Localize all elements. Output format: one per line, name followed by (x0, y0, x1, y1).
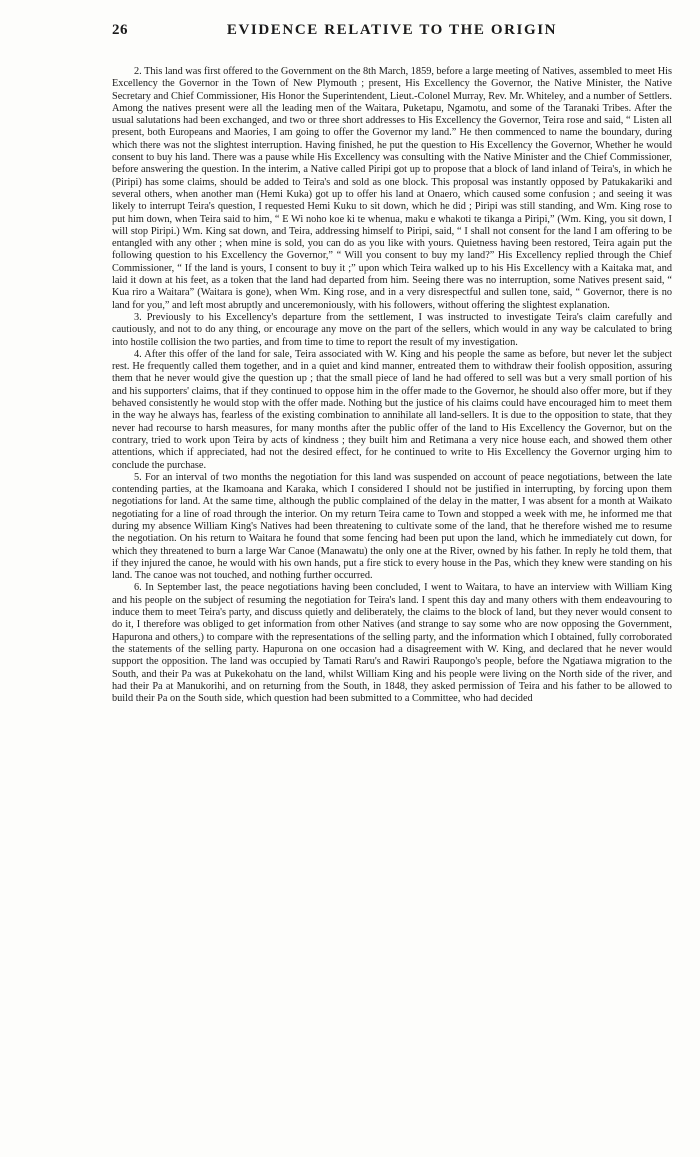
paragraph-2: 2. This land was first offered to the Government on the 8th March, 1859, before a large meeting of Natives, assembled to meet His Excellency the Governor in the Town of New Plymouth ; present, His Excellency the Governor, the Native Minister, the Native Secretary and Chief Commissioner, His Honor the Superintendent, Lieut.-Colonel Murray, Rev. Mr. Whiteley, and a number of Settlers. Among the natives present were all the leading men of the Waitara, Puketapu, Ngamotu, and some of the Taranaki Tribes. After the usual salutations had been exchanged, and two or three short addresses to His Excellency the Governor, Teira rose and said, “ Listen all present, both Europeans and Maories, I am going to offer the Governor my land.” He then commenced to name the boundary, during which there was not the slightest interruption. Having finished, he put the question to His Excellency the Governor, Whether he would consent to buy his land. There was a pause while His Excellency was consulting with the Native Minister and the Chief Commissioner, before answering the question. In the interim, a Native called Piripi got up to propose that a block of land inland of Teira's, in which he (Piripi) has some claims, should be added to Teira's and sold as one block. This proposal was instantly opposed by Patukakariki and several others, when another man (Hemi Kuka) got up to offer his land at Onaero, which caused some confusion ; and seeing it was likely to interrupt Teira's question, I requested Hemi Kuku to sit down, which he did ; Piripi was still standing, and Wm. King rose to put him down, when Teira said to him, “ E Wi noho koe ki te whenua, maku e whakoti te tikanga a Piripi,” (Wm. King, you sit down, I will stop Piripi.) Wm. King sat down, and Teira, addressing himself to Piripi, said, “ I shall not consent for the land I am offering to be entangled with any other ; when mine is sold, you can do as you like with yours. Quietness having been restored, Teira again put the following question to his Excellency the Governor,” “ Will you consent to buy my land?” His Excellency replied through the Chief Commissioner, “ If the land is yours, I consent to buy it ;” upon which Teira walked up to his His Excellency with a Kaitaka mat, and laid it down at his feet, as a token that the land had departed from him. Seeing there was no interruption, some Natives present said, “ Kua riro a Waitara” (Waitara is gone), when Wm. King rose, and in a very disrespectful and sullen tone, said, “ Governor, there is no land for you,” and left most abruptly and unceremoniously, with his followers, without offering the slightest explanation. (112, 66, 672, 311)
body-text (112, 66, 672, 705)
paragraph-4: 4. After this offer of the land for sale, Teira associated with W. King and his people the same as before, but never let the subject rest. He frequently called them together, and in a quiet and kind manner, entreated them to withdraw their foolish opposition, assuring them that he never would give the question up ; that the small piece of land he had offered to sell was but a very small portion of his and his supporters' claims, that if they continued to oppose him in the offer made to the Governor, he should also offer more, but if they behaved consistently he would stop with the offer made. Nothing but the justice of his claims could have encouraged him to meet them in the way he always has, fearless of the existing combination to annihilate all land-sellers. It is due to the opposition to state, that they never had recourse to harsh measures, for many months after the public offer of the land to His Excellency the Governor, but on the contrary, tried to work upon Teira by acts of kindness ; they built him and Retimana a very nice house each, and showed them other attentions, which if appreciated, had not the desired effect, for he continued to write to His Excellency the Governor urging him to conclude the purchase. (112, 348, 672, 471)
paragraph-3: 3. Previously to his Excellency's departure from the settlement, I was instructed to investigate Teira's claim carefully and cautiously, and not to do any thing, or encourage any move on the part of the sellers, which would in any way be calculated to bring into hostile collision the two parties, and from time to time to report the result of my investigation. (112, 311, 672, 348)
page-number: 26 (112, 22, 128, 38)
page-header (112, 22, 672, 46)
paragraph-6: 6. In September last, the peace negotiations having been concluded, I went to Waitara, to have an interview with William King and his people on the subject of resuming the negotiation for Teira's land. I spent this day and many others with them endeavouring to induce them to meet Teira's party, and discuss quietly and deliberately, the claims to the block of land, but they never would consent to do it, I therefore was obliged to get information from other Natives (and strange to say some who are now opposing the Government, Hapurona and others,) to compare with the representations of the selling party, and the information which I obtained, fully corroborated the statements of the selling party. Hapurona on one occasion had a disagreement with W. King, and declared that he never would support the opposition. The land was occupied by Tamati Raru's and Rawiri Raupongo's people, before the Ngatiawa migration to the South, and their Pa was at Pukekohatu on the land, whilst William King and his people were living on the North side of the river, and had their Pa at Manukorihi, and on returning from the South, in 1848, they asked permission of Teira and his father to be allowed to build their Pa on the South side, which question had been submitted to a Committee, who had decided (112, 582, 672, 705)
paragraph-5: 5. For an interval of two months the negotiation for this land was suspended on account of peace negotiations, between the late contending parties, at the Ikamoana and Karaka, which I considered I should not be justified in interrupting, by forcing upon them negotiations for land. At the same time, although the public complained of the delay in the matter, I was absent for a month at Waikato negotiating for a line of road through the interior. On my return Teira came to Town and stopped a week with me, he informed me that during my absence William King's Natives had been threatening to cultivate some of the land, that he therefore wished me to resume the negotiation. On his return to Waitara he found that some fencing had been put upon the land, which he immediately cut down, for which they threatened to burn a large War Canoe (Manawatu) the only one at the River, owned by his father. In reply he told them, that if they injured the canoe, he would with his own hands, put a fire stick to every house in the Pas, which they knew were standing on his land. The canoe was not touched, and nothing further occurred. (112, 471, 672, 582)
running-title: EVIDENCE RELATIVE TO THE ORIGIN (226, 22, 558, 38)
